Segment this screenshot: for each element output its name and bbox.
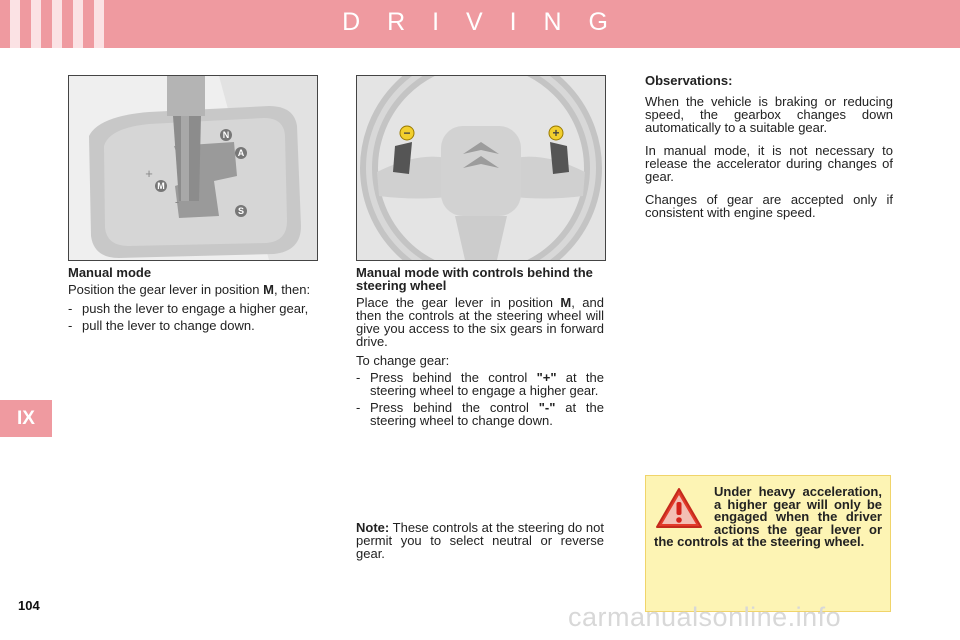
- chapter-label: IX: [17, 408, 35, 429]
- gear-label-n: N: [222, 130, 230, 140]
- bullet-bold: "+": [536, 370, 557, 385]
- minus-paddle-label: −: [403, 126, 411, 140]
- intro-bold: M: [263, 282, 274, 297]
- note-text: [356, 521, 604, 560]
- list-item-text: push the lever to engage a higher gear,: [82, 301, 309, 316]
- observation-paragraph: Changes of gear are accepted only if consistent with engine speed.: [645, 192, 893, 220]
- warning-text: Under heavy acceleration, a higher gear will only be engaged when the driver actions the gear lever or the controls at the steering wheel.: [654, 484, 882, 549]
- gear-label-plus: +: [145, 166, 153, 181]
- observations-heading: Observations:: [645, 73, 733, 88]
- note-block: [356, 521, 604, 566]
- gear-label-s: S: [237, 206, 245, 216]
- warning-content: [654, 486, 882, 549]
- warning-box: [645, 475, 891, 612]
- bullet-text-after: at the steering wheel to change down.: [370, 400, 604, 428]
- to-change-text: To change gear:: [356, 353, 450, 368]
- left-column: [68, 266, 316, 336]
- page-number: 104: [18, 598, 40, 613]
- gear-lever-illustration: [68, 75, 318, 261]
- intro-text-after: , then:: [273, 282, 311, 297]
- list-item-text: [370, 401, 604, 427]
- manual-mode-intro: [68, 283, 316, 296]
- intro-text: Place the gear lever in position: [356, 295, 561, 310]
- intro-text-after: , and then the controls at the steering wheel will give you access to the six gears in forward drive.: [356, 295, 604, 349]
- intro-text: Position the gear lever in position: [68, 282, 264, 297]
- list-item: - Press behind the control "-" at the steering wheel to change down.: [356, 400, 604, 428]
- bullet-text: Press behind the control: [370, 370, 537, 385]
- bullet-text-after: at the steering wheel to engage a higher gear.: [370, 370, 604, 398]
- list-item-text: pull the lever to change down.: [82, 318, 255, 333]
- bullet-bold: "-": [538, 400, 556, 415]
- page-title: D R I V I N G: [342, 8, 618, 36]
- list-item: - push the lever to engage a higher gear,: [68, 302, 316, 315]
- note-label: Note:: [356, 520, 390, 535]
- plus-paddle-label: +: [552, 126, 560, 140]
- note-body: These controls at the steering do not permit you to select neutral or reverse gear.: [356, 520, 604, 561]
- list-item: - Press behind the control "+" at the steering wheel to engage a higher gear.: [356, 370, 604, 398]
- steering-wheel-illustration: [356, 75, 606, 261]
- header-bar: [0, 0, 960, 48]
- right-column: [645, 74, 893, 225]
- middle-column: [356, 266, 604, 431]
- watermark: carmanualsonline.info: [568, 602, 842, 632]
- observation-paragraph: In manual mode, it is not necessary to release the accelerator during changes of gear.: [645, 143, 893, 184]
- gear-label-minus: -: [174, 194, 180, 209]
- manual-mode-heading: Manual mode: [68, 265, 152, 280]
- list-item-text: [370, 371, 604, 397]
- observation-paragraph: When the vehicle is braking or reducing speed, the gearbox changes down automatically to a suitable gear.: [645, 94, 893, 135]
- chapter-tab: [0, 400, 52, 437]
- gear-label-m: M: [157, 181, 165, 191]
- controls-intro: [356, 296, 604, 348]
- warning-triangle-icon: [654, 486, 704, 530]
- controls-heading: Manual mode with controls behind the steering wheel: [356, 265, 593, 293]
- intro-bold: M: [560, 295, 572, 310]
- list-item: - pull the lever to change down.: [68, 319, 316, 332]
- bullet-text: Press behind the control: [370, 400, 539, 415]
- gear-label-a: A: [237, 148, 245, 158]
